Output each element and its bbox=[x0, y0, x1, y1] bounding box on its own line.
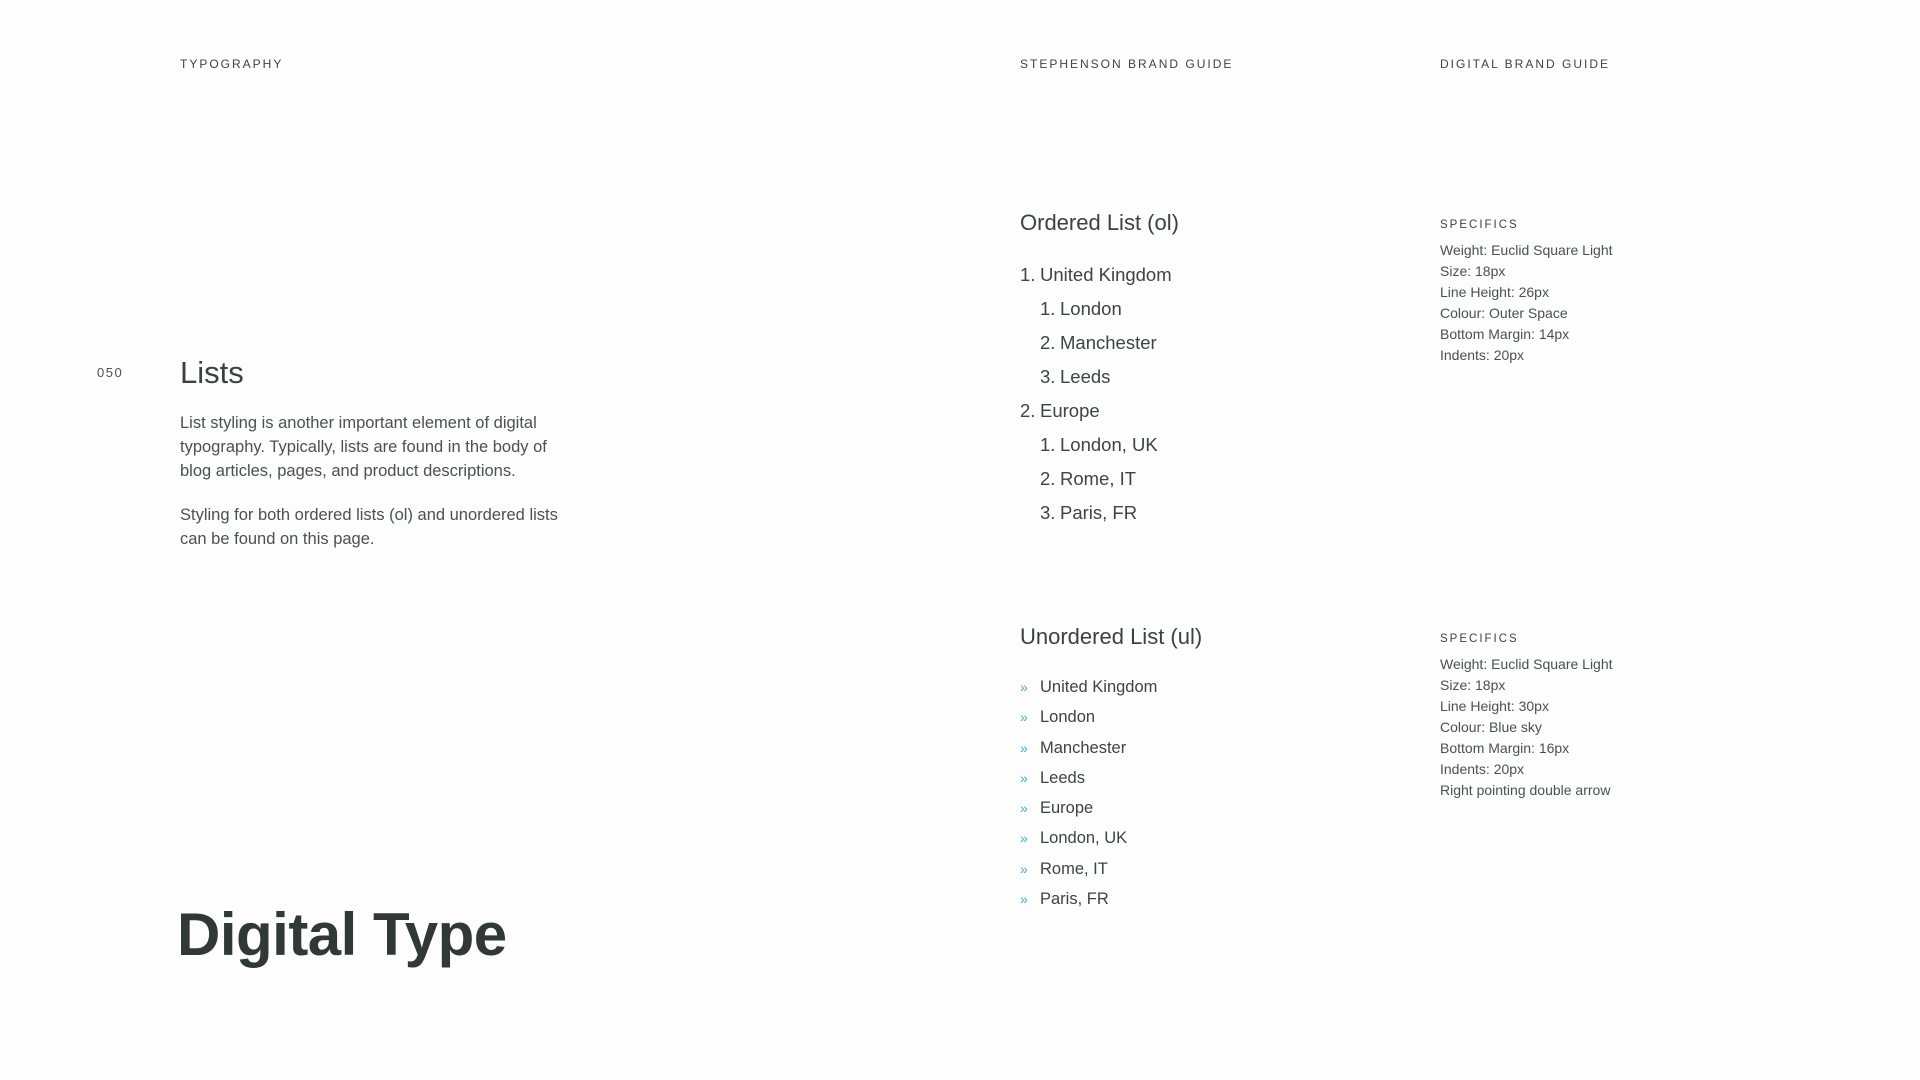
double-arrow-icon: » bbox=[1020, 800, 1028, 817]
specifics-line: Size: 18px bbox=[1440, 677, 1506, 693]
list-item: 2. Manchester bbox=[1040, 332, 1157, 353]
double-arrow-icon: » bbox=[1020, 709, 1028, 726]
brand-guide-label: STEPHENSON BRAND GUIDE bbox=[1020, 57, 1234, 71]
double-arrow-icon: » bbox=[1020, 891, 1028, 908]
list-item: 3. Paris, FR bbox=[1040, 502, 1138, 523]
specifics-line: Right pointing double arrow bbox=[1440, 782, 1611, 798]
lists-paragraph: List styling is another important element of digital typography. Typically, lists are found in the body of blog articles, pages, and product descriptions. bbox=[180, 414, 547, 480]
list-item: 1. London bbox=[1040, 298, 1122, 319]
specifics-line: Bottom Margin: 14px bbox=[1440, 326, 1570, 342]
list-item: » London, UK bbox=[1020, 823, 1202, 853]
list-item: » Europe bbox=[1020, 793, 1202, 823]
ordered-list bbox=[1020, 258, 1179, 530]
list-item: » Rome, IT bbox=[1020, 854, 1202, 884]
double-arrow-icon: » bbox=[1020, 830, 1028, 847]
list-item: 2. Rome, IT bbox=[1040, 468, 1137, 489]
list-item: 1. London, UK bbox=[1040, 434, 1158, 455]
unordered-specifics bbox=[1440, 633, 1613, 801]
lists-description bbox=[180, 411, 580, 551]
specifics-list bbox=[1440, 240, 1613, 366]
ordered-list-title: Ordered List (ol) bbox=[1020, 210, 1179, 235]
specifics-title: SPECIFICS bbox=[1440, 219, 1519, 231]
double-arrow-icon: » bbox=[1020, 679, 1028, 695]
specifics-line: Colour: Blue sky bbox=[1440, 719, 1542, 735]
specifics-list bbox=[1440, 654, 1613, 801]
specifics-line: Indents: 20px bbox=[1440, 347, 1525, 363]
list-item: » Leeds bbox=[1020, 763, 1202, 793]
list-item: » Manchester bbox=[1020, 733, 1202, 763]
list-item: 2. Europe bbox=[1020, 400, 1100, 421]
specifics-line: Colour: Outer Space bbox=[1440, 305, 1568, 321]
specifics-line: Line Height: 30px bbox=[1440, 698, 1549, 714]
list-item: » London bbox=[1020, 702, 1202, 732]
lists-paragraph: Styling for both ordered lists (ol) and unordered lists can be found on this page. bbox=[180, 506, 558, 548]
double-arrow-icon: » bbox=[1020, 860, 1028, 877]
section-label: TYPOGRAPHY bbox=[180, 57, 284, 71]
specifics-line: Size: 18px bbox=[1440, 263, 1506, 279]
specifics-title: SPECIFICS bbox=[1440, 633, 1519, 645]
list-item: 3. Leeds bbox=[1040, 366, 1111, 387]
double-arrow-icon: » bbox=[1020, 739, 1028, 756]
unordered-list-section bbox=[1020, 624, 1202, 914]
lists-heading: Lists bbox=[180, 355, 244, 390]
ordered-specifics bbox=[1440, 219, 1613, 366]
display-title: Digital Type bbox=[177, 901, 507, 968]
specifics-line: Line Height: 26px bbox=[1440, 284, 1549, 300]
unordered-list bbox=[1020, 672, 1202, 914]
double-arrow-icon: » bbox=[1020, 769, 1028, 786]
specifics-line: Weight: Euclid Square Light bbox=[1440, 656, 1613, 672]
list-item: » Paris, FR bbox=[1020, 884, 1202, 914]
lists-intro bbox=[180, 355, 580, 571]
specifics-line: Indents: 20px bbox=[1440, 761, 1525, 777]
digital-guide-label: DIGITAL BRAND GUIDE bbox=[1440, 57, 1611, 71]
specifics-line: Weight: Euclid Square Light bbox=[1440, 242, 1613, 258]
ordered-list-section bbox=[1020, 210, 1179, 530]
page-number: 050 bbox=[97, 365, 124, 380]
list-item: 1. United Kingdom bbox=[1020, 264, 1172, 285]
specifics-line: Bottom Margin: 16px bbox=[1440, 740, 1570, 756]
list-item: » United Kingdom bbox=[1020, 672, 1202, 702]
unordered-list-title: Unordered List (ul) bbox=[1020, 624, 1203, 649]
